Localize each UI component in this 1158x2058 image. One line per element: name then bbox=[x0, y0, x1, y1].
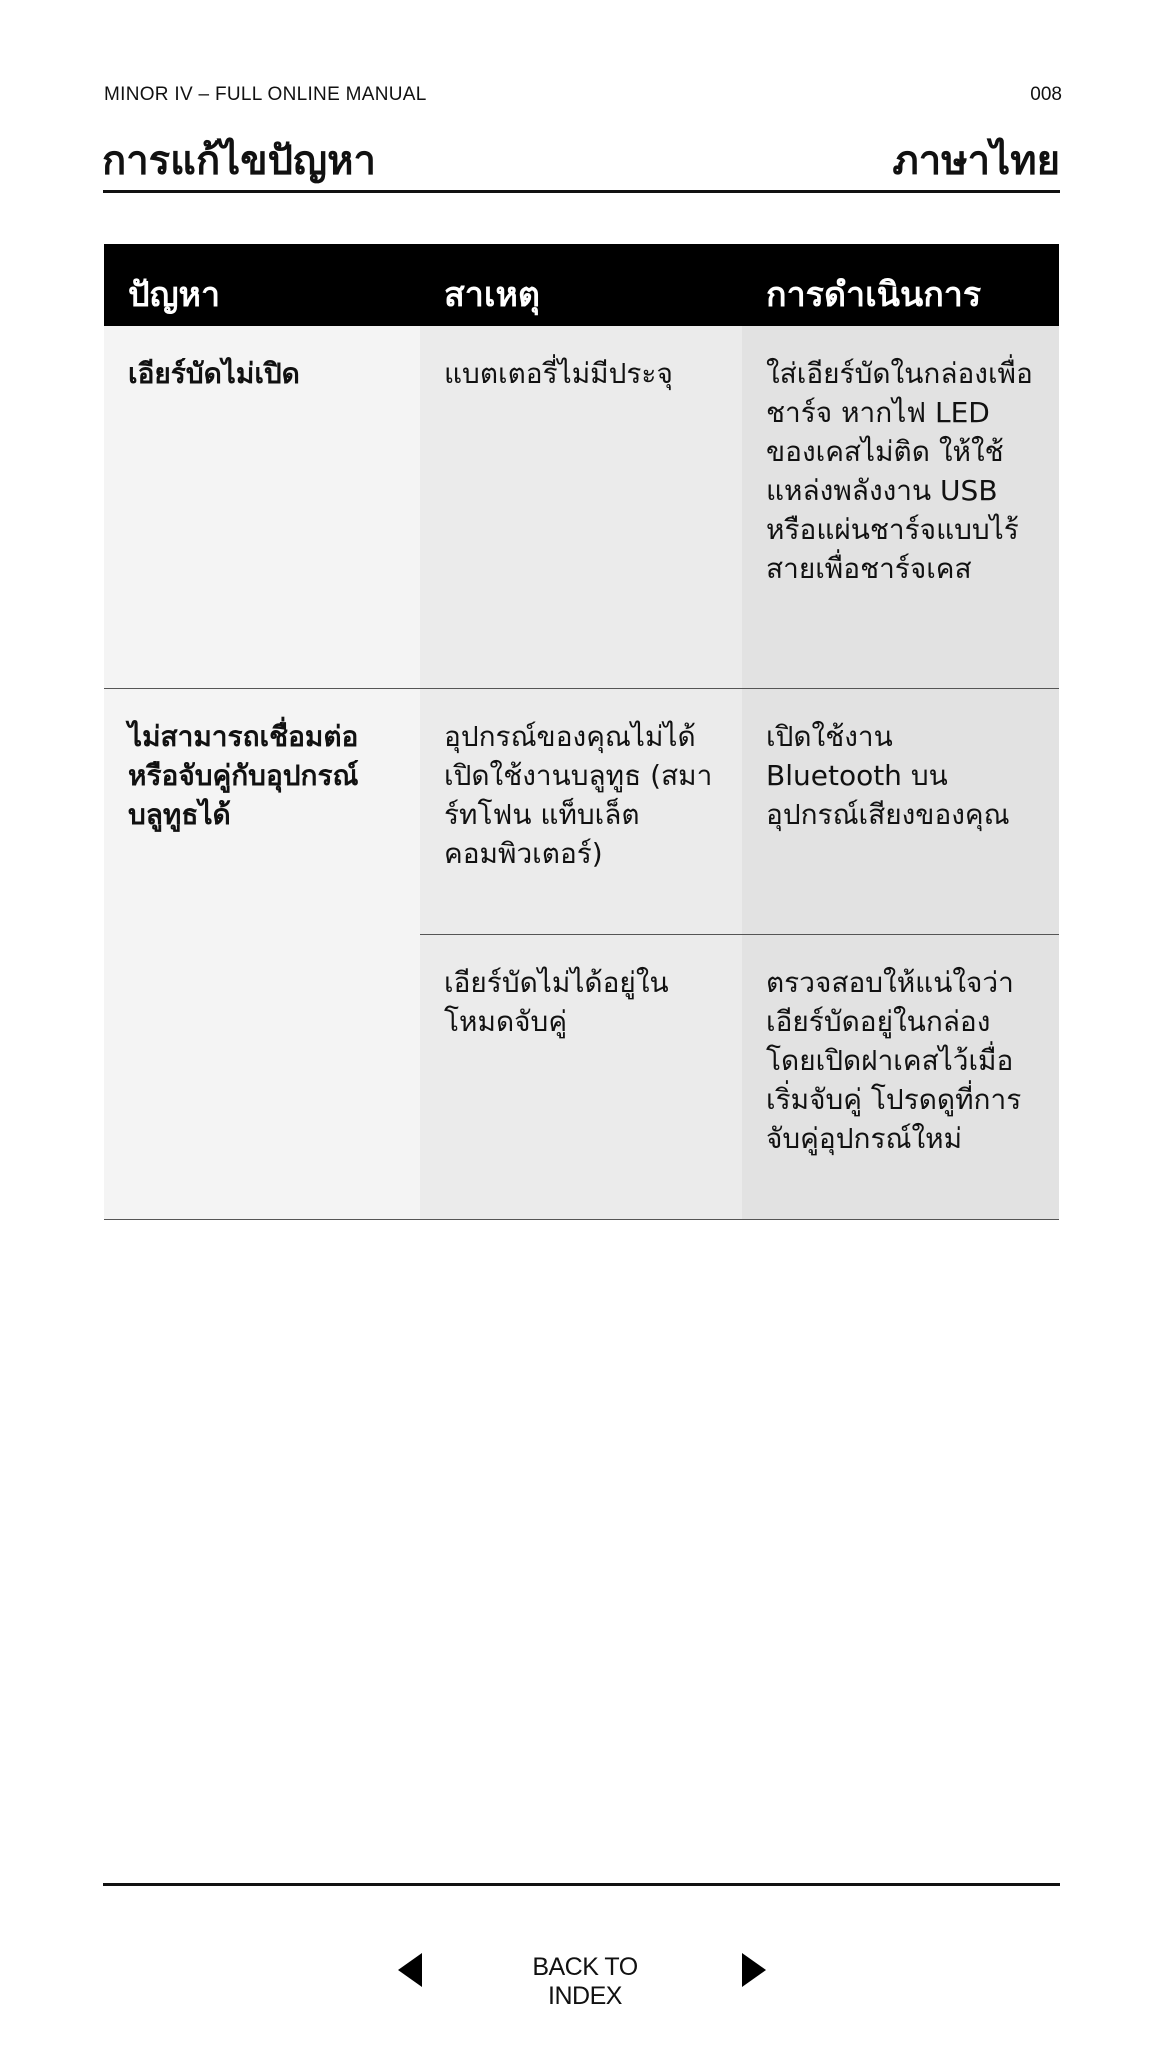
triangle-left-icon bbox=[398, 1953, 424, 1987]
previous-page-icon[interactable] bbox=[398, 1953, 424, 1987]
problem-cell: เอียร์บัดไม่เปิด bbox=[104, 326, 420, 688]
cause-cell: เอียร์บัดไม่ได้อยู่ในโหมดจับคู่ bbox=[420, 934, 742, 1219]
back-to-index-link[interactable]: BACK TO INDEX bbox=[532, 1953, 638, 2010]
table-row bbox=[104, 326, 1059, 688]
column-header-problem: ปัญหา bbox=[104, 244, 420, 326]
triangle-right-icon bbox=[740, 1953, 766, 1987]
document-label: MINOR IV – FULL ONLINE MANUAL bbox=[104, 84, 427, 105]
section-title: การแก้ไขปัญหา bbox=[102, 138, 376, 184]
action-cell: ตรวจสอบให้แน่ใจว่าเอียร์บัดอยู่ในกล่องโดยเปิดฝาเคสไว้เมื่อเริ่มจับคู่ โปรดดูที่การจับคู่อุปกรณ์ใหม่ bbox=[742, 934, 1059, 1219]
next-page-icon[interactable] bbox=[740, 1953, 766, 1987]
table-row bbox=[104, 688, 1059, 934]
cause-cell: แบตเตอรี่ไม่มีประจุ bbox=[420, 326, 742, 688]
language-title: ภาษาไทย bbox=[892, 138, 1060, 184]
column-header-cause: สาเหตุ bbox=[420, 244, 742, 326]
problem-cell: ไม่สามารถเชื่อมต่อหรือจับคู่กับอุปกรณ์บลูทูธได้ bbox=[104, 688, 420, 1219]
cause-cell: อุปกรณ์ของคุณไม่ได้เปิดใช้งานบลูทูธ (สมาร์ทโฟน แท็บเล็ต คอมพิวเตอร์) bbox=[420, 688, 742, 934]
page-number: 008 bbox=[1030, 84, 1062, 105]
column-header-action: การดำเนินการ bbox=[742, 244, 1059, 326]
action-cell: เปิดใช้งาน Bluetooth บนอุปกรณ์เสียงของคุณ bbox=[742, 688, 1059, 934]
troubleshooting-table bbox=[104, 244, 1059, 1220]
table-header-row bbox=[104, 244, 1059, 326]
footer-divider bbox=[103, 1883, 1060, 1886]
header-divider bbox=[103, 190, 1060, 193]
action-cell: ใส่เอียร์บัดในกล่องเพื่อชาร์จ หากไฟ LED ของเคสไม่ติด ให้ใช้แหล่งพลังงาน USB หรือแผ่นชาร์จแบบไร้สายเพื่อชาร์จเคส bbox=[742, 326, 1059, 688]
